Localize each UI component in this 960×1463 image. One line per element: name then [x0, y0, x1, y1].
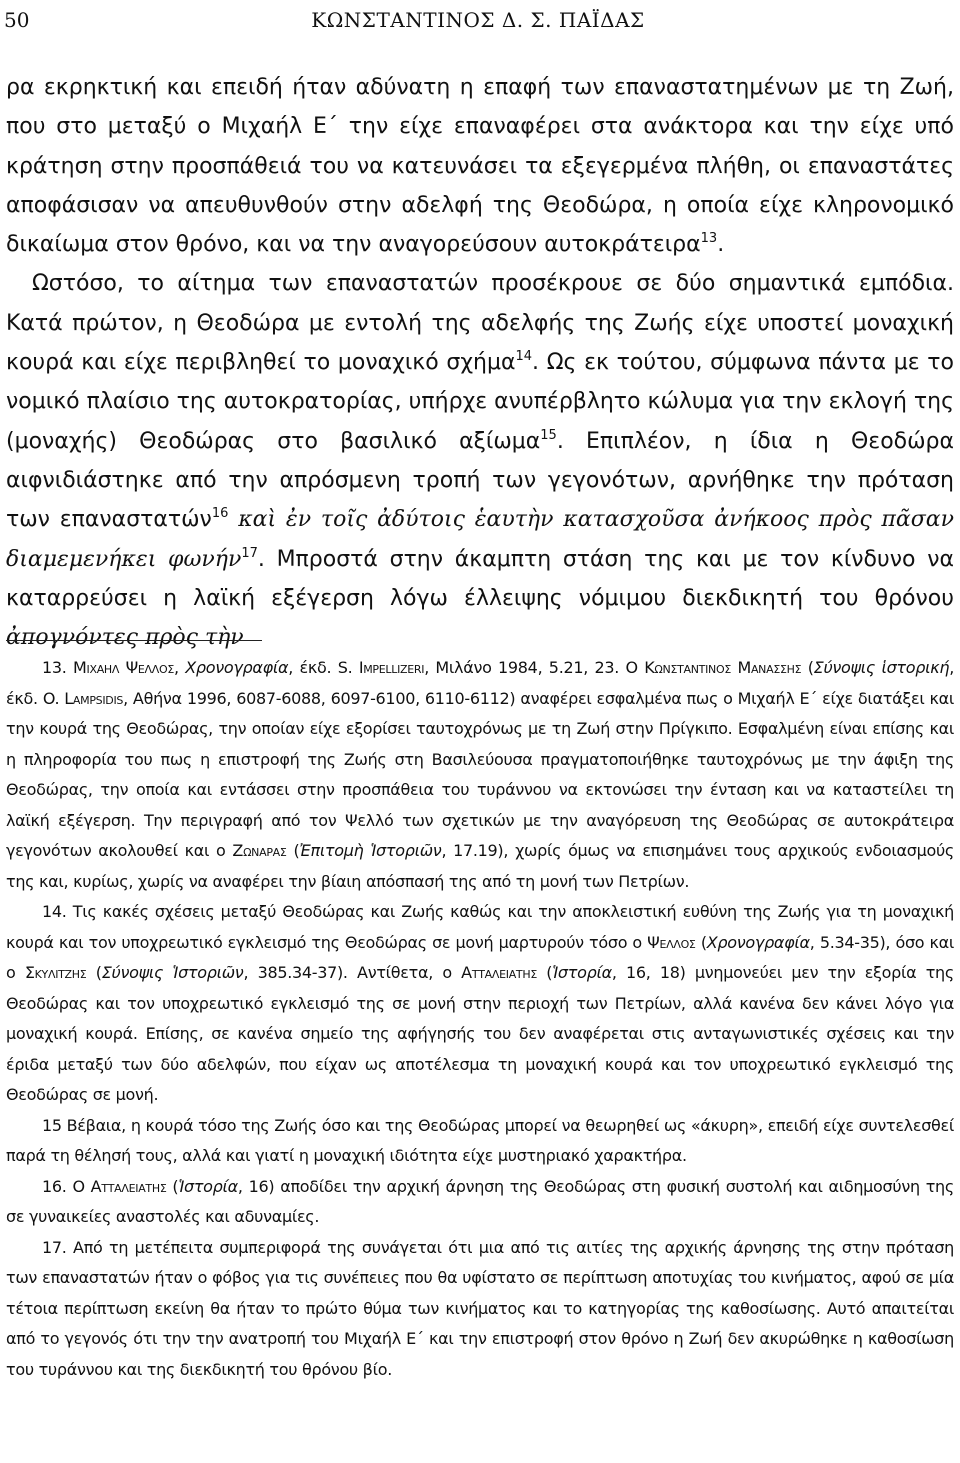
editor-name: O. Lampsidis: [42, 688, 124, 708]
footnote-text: , έκδ.: [6, 658, 954, 708]
footnote-text: , Μιλάνο 1984, 5.21, 23. Ο: [424, 658, 645, 677]
author-name: Ατταλειατης: [90, 1176, 167, 1196]
running-head: ΚΩΝΣΤΑΝΤΙΝΟΣ Δ. Σ. ΠΑΪΔΑΣ: [311, 8, 645, 32]
footnote-text: (: [695, 932, 707, 952]
editor-name: S. Impellizeri: [337, 658, 425, 677]
footnote-text: (: [86, 963, 102, 982]
footnote-13: [6, 653, 954, 897]
page-number: 50: [4, 8, 30, 32]
footnote-text: , 385.34-37). Αντίθετα, ο: [243, 963, 462, 982]
footnote-text: , 16, 18) μνημονεύει μεν την εξορία της Θεοδώρας και τον υποχρεωτικό εγκλεισμό της σε μονή στην περιοχή των Πετρίων, αλλά κανένα δεν κάνει λόγο για μοναχική κουρά. Επίσης, σε κανένα σημείο της αφήγησής του δεν αναφέρεται στις ανταγωνιστικές σχέσεις και την έριδα μεταξύ των δύο αδελφών, που είχαν ως αποτέλεσμα τη μοναχική κουρά και τον υποχρεωτικό εγκλεισμό της Θεοδώρας σε μονή.: [6, 963, 954, 1104]
footnote-ref[interactable]: 14: [515, 349, 533, 365]
footnote-ref[interactable]: 13: [700, 231, 718, 247]
author-name: Σκυλιτζης: [24, 963, 87, 982]
greek-quote: καὶ ἐν τοῖς ἀδύτοις ἑαυτὴν κατασχοῦσα ἀνήκοος πρὸς πᾶσαν διαμεμενήκει φωνήν: [6, 507, 955, 572]
paragraph: ρα εκρηκτική και επειδή ήταν αδύνατη η επαφή των επαναστατημένων με τη Ζωή, που στο μεταξύ ο Μιχαήλ Ε΄ την είχε επαναφέρει στα ανάκτορα και την είχε υπό κράτηση στην προσπάθειά του να κατευνάσει τα εξεγερμένα πλήθη, οι επαναστάτες αποφάσισαν να απευθυνθούν στην αδελφή της Θεοδώρα, η οποία είχε κληρονομικό δικαίωμα στον θρόνο, και να την αναγορεύσουν αυτοκράτειρα$^{13}$.: [6, 75, 954, 258]
author-name: Κωνσταντινος Μανασσης: [644, 658, 802, 677]
footnote-text: (: [166, 1176, 179, 1196]
paragraph-text: ρα εκρηκτική και επειδή ήταν αδύνατη η επαφή των επαναστατημένων με τη Ζωή, που στο μεταξύ ο Μιχαήλ Ε΄ την είχε επαναφέρει στα ανάκτορα και την είχε υπό κράτηση στην προσπάθειά του να κατευνάσει τα εξεγερμένα πλήθη, οι επαναστάτες αποφάσισαν να απευθυνθούν στην αδελφή της Θεοδώρα, η οποία είχε κληρονομικό δικαίωμα στον θρόνο, και να την αναγορεύσουν αυτοκράτειρα: [6, 75, 954, 258]
paragraph-text: . Επιπλέον, η ίδια η Θεοδώρα αιφνιδιάστηκε από την απρόσμενη τροπή των γεγονότων, αρνήθηκε την πρόταση των επαναστατών: [6, 428, 955, 533]
work-title: Χρονογραφία: [706, 932, 810, 952]
work-title: Χρονογραφία: [185, 658, 289, 677]
footnote-text: , 16) αποδίδει την αρχική άρνηση της Θεοδώρας στη φυσική συστολή και αιδημοσύνη της σε γυναικείες αναστολές και αδυναμίες.: [6, 1176, 954, 1226]
paragraph-text: . Μπροστά στην άκαμπτη στάση της και με τον κίνδυνο να καταρρεύσει η λαϊκή εξέγερση λόγω έλλειψης νόμιμου διεκδικητή του θρόνου: [6, 546, 954, 611]
footnote-text: 14. Τις κακές σχέσεις μεταξύ Θεοδώρας και Ζωής καθώς και την αποκλειστική ευθύνη της Ζωής για τη μοναχική κουρά και τον υποχρεωτικό εγκλεισμό της Θεοδώρας σε μονή μαρτυρούν τόσο ο: [6, 902, 954, 952]
footnote-text: 13.: [42, 658, 74, 677]
main-text: [6, 68, 954, 657]
footnote-15: 15 Βέβαια, η κουρά τόσο της Ζωής όσο και της Θεοδώρας μπορεί να θεωρηθεί ως «άκυρη», επειδή είχε συντελεσθεί παρά τη θέλησή τους, αλλά και γιατί η μοναχική ιδιότητα είχε μυστηριακό χαρακτήρα.: [6, 1115, 954, 1165]
footnote-text: , Αθήνα 1996, 6087-6088, 6097-6100, 6110-6112) αναφέρει εσφαλμένα πως ο Μιχαήλ Ε΄ είχε διατάξει και την κουρά της Θεοδώρας, την οποίαν είχε εξορίσει ταυτοχρόνως με τη Ζωή στην Πρίγκιπο. Εσφαλμένη είναι επίσης και η πληροφορία του πως η επιστροφή της Ζωής στη Βασιλεύουσα πραγματοποιήθηκε ταυτοχρόνως με την άφιξη της Θεοδώρας, την οποία και εντάσσει στην προσπάθεια του τυράννου να εκτονώσει την ένταση και να καταστείλει τη λαϊκή εξέγερση. Την περιγραφή από τον Ψελλό των σχετικών με την αναγόρευση της Θεοδώρας σε αυτοκράτειρα γεγονότων ακολουθεί και ο: [6, 688, 954, 860]
footnote-divider: [6, 640, 262, 641]
footnote-17: 17. Από τη μετέπειτα συμπεριφορά της συνάγεται ότι μια από τις αιτίες της αρχικής άρνησης της στην πρόταση των επαναστατών ήταν ο φόβος για τις συνέπειες που θα υφίστατο σε περίπτωση αποτυχίας του κινήματος, αφού σε μία τέτοια περίπτωση εκείνη θα ήταν το πρώτο θύμα των κινήματος και το κατηγορίας της καθοσίωσης. Αυτό απαιτείται από το γεγονός ότι την την ανατροπή του Μιχαήλ Ε΄ και την επιστροφή στον θρόνο η Ζωή δεν ακυρώθηκε η καθοσίωση του τυράννου και της διεκδικητή του θρόνου βίο.: [6, 1237, 954, 1379]
paragraph-text: Ωστόσο, το αίτημα των επαναστατών προσέκρουε σε δύο σημαντικά εμπόδια. Κατά πρώτον, η Θεοδώρα με εντολή της αδελφής της Ζωής είχε υποστεί μοναχική κουρά και είχε περιβληθεί το μοναχικό σχήμα: [6, 271, 954, 376]
footnote-ref[interactable]: 17: [241, 545, 258, 561]
author-name: Μιχαηλ Ψελλος: [73, 658, 174, 677]
author-name: Ψελλος: [647, 932, 696, 952]
paragraph: [6, 264, 954, 657]
footnote-14: [6, 897, 954, 1111]
footnote-16: [6, 1172, 954, 1233]
work-title: Ἱστορία: [178, 1176, 238, 1196]
work-title: Ἱστορία: [552, 963, 612, 982]
footnote-text: ,: [173, 658, 186, 677]
footnote-text: , έκδ.: [288, 658, 338, 677]
work-title: Σύνοψις Ἱστοριῶν: [101, 963, 244, 982]
footnotes: [6, 653, 954, 1385]
footnote-text: (: [801, 658, 814, 677]
greek-quote: ἀπογνόντες πρὸς τὴν: [6, 625, 244, 651]
footnote-text: (: [286, 841, 300, 860]
footnote-ref[interactable]: 16: [211, 506, 229, 522]
footnote-text: , 17.19), χωρίς όμως να επισημάνει τους αρχικούς ενδοιασμούς της και, κυρίως, χωρίς να αναφέρει την βίαιη απόσπασή της από τη μονή των Πετρίων.: [6, 841, 955, 891]
work-title: Ἐπιτομὴ Ἱστοριῶν: [299, 841, 442, 860]
page-header: [4, 4, 952, 36]
footnote-text: , 5.34-35), όσο και ο: [6, 932, 954, 982]
author-name: Ζωναρας: [232, 841, 287, 860]
work-title: Σύνοψις ἱστορική: [813, 658, 950, 677]
footnote-ref[interactable]: 15: [540, 427, 557, 443]
paragraph-text: . Ως εκ τούτου, σύμφωνα πάντα με το νομικό πλαίσιο της αυτοκρατορίας, υπήρχε ανυπέρβλητο κώλυμα για την εκλογή της (μοναχής) Θεοδώρας στο βασιλικό αξίωμα: [6, 350, 954, 454]
author-name: Ατταλειατης: [461, 963, 537, 982]
footnote-text: (: [536, 963, 553, 982]
footnote-text: 16. Ο: [42, 1176, 91, 1196]
